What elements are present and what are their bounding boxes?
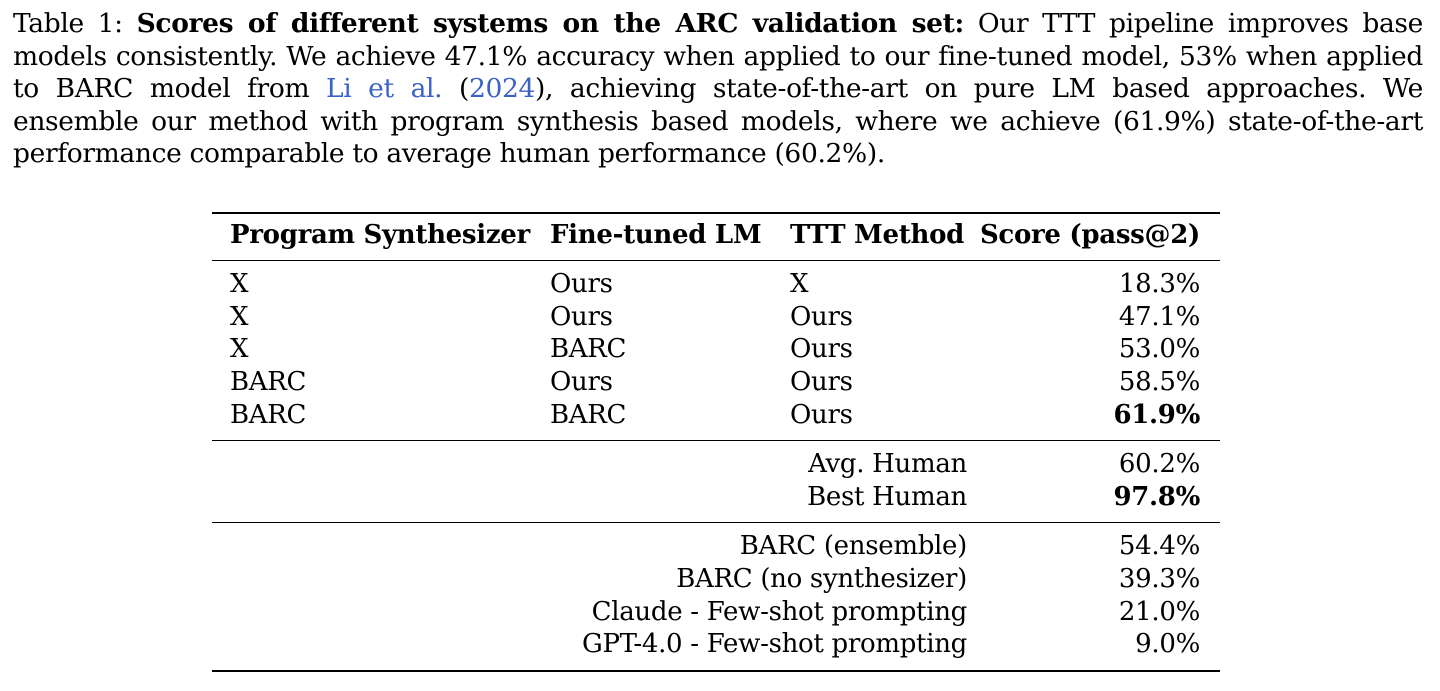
header-ttt-method: TTT Method — [790, 220, 964, 250]
cell-synthesizer: X — [230, 334, 249, 364]
cell-ttt-method: Ours — [790, 400, 853, 430]
cell-score: 53.0% — [1118, 334, 1200, 364]
cell-fine-tuned-lm: Ours — [550, 367, 613, 397]
citation-open-paren: ( — [442, 73, 469, 104]
cell-score: 18.3% — [1118, 269, 1200, 299]
cell-human-label: Avg. Human — [808, 449, 967, 479]
cell-baseline-label: BARC (ensemble) — [739, 531, 967, 561]
cell-fine-tuned-lm: BARC — [550, 334, 627, 364]
header-fine-tuned-lm: Fine-tuned LM — [550, 220, 762, 250]
cell-score: 39.3% — [1118, 564, 1200, 594]
header-score: Score (pass@2) — [979, 220, 1200, 250]
caption-title: Scores of different systems on the ARC validation set: — [136, 8, 964, 39]
cell-ttt-method: X — [790, 269, 809, 299]
header-program-synthesizer: Program Synthesizer — [230, 220, 530, 250]
cell-synthesizer: X — [230, 302, 249, 332]
cell-human-label: Best Human — [807, 482, 967, 512]
caption-text-a: Our TTT pipeline improves base models consistently. We achieve 47.1% accuracy when applied to our fine-tuned model, 53% when applied to BARC model from — [13, 8, 1423, 104]
cell-synthesizer: BARC — [230, 367, 307, 397]
cell-synthesizer: BARC — [230, 400, 307, 430]
cell-ttt-method: Ours — [790, 302, 853, 332]
cell-ttt-method: Ours — [790, 334, 853, 364]
cell-baseline-label: GPT-4.0 - Few-shot prompting — [582, 629, 967, 659]
table-section-rule-1 — [212, 440, 1220, 441]
cell-fine-tuned-lm: Ours — [550, 302, 613, 332]
cell-score: 9.0% — [1135, 629, 1200, 659]
table-section-rule-2 — [212, 522, 1220, 523]
citation-close-paren: ) — [535, 73, 546, 104]
cell-baseline-label: Claude - Few-shot prompting — [591, 597, 967, 627]
cell-score: 58.5% — [1118, 367, 1200, 397]
cell-score: 60.2% — [1118, 449, 1200, 479]
cell-synthesizer: X — [230, 269, 249, 299]
cell-score-best: 61.9% — [1113, 400, 1200, 430]
caption-text-b: , achieving state-of-the-art on pure LM based approaches. We ensemble our method with program synthesis based models, where we achieve (61.9%) state-of-the-art performance comparable to average human performance (60.2%). — [13, 73, 1423, 169]
cell-fine-tuned-lm: Ours — [550, 269, 613, 299]
cell-baseline-label: BARC (no synthesizer) — [676, 564, 967, 594]
table-bottom-rule — [212, 670, 1220, 672]
cell-fine-tuned-lm: BARC — [550, 400, 627, 430]
cell-ttt-method: Ours — [790, 367, 853, 397]
citation-year-link[interactable]: 2024 — [469, 73, 536, 104]
table-top-rule — [212, 212, 1220, 214]
cell-score: 47.1% — [1118, 302, 1200, 332]
citation-author-link[interactable]: Li et al. — [326, 73, 443, 104]
table-header-rule — [212, 260, 1220, 261]
cell-score: 54.4% — [1118, 531, 1200, 561]
cell-score: 21.0% — [1118, 597, 1200, 627]
caption-label: Table 1: — [13, 8, 137, 39]
table-caption — [13, 8, 1423, 171]
cell-score-best: 97.8% — [1113, 482, 1200, 512]
